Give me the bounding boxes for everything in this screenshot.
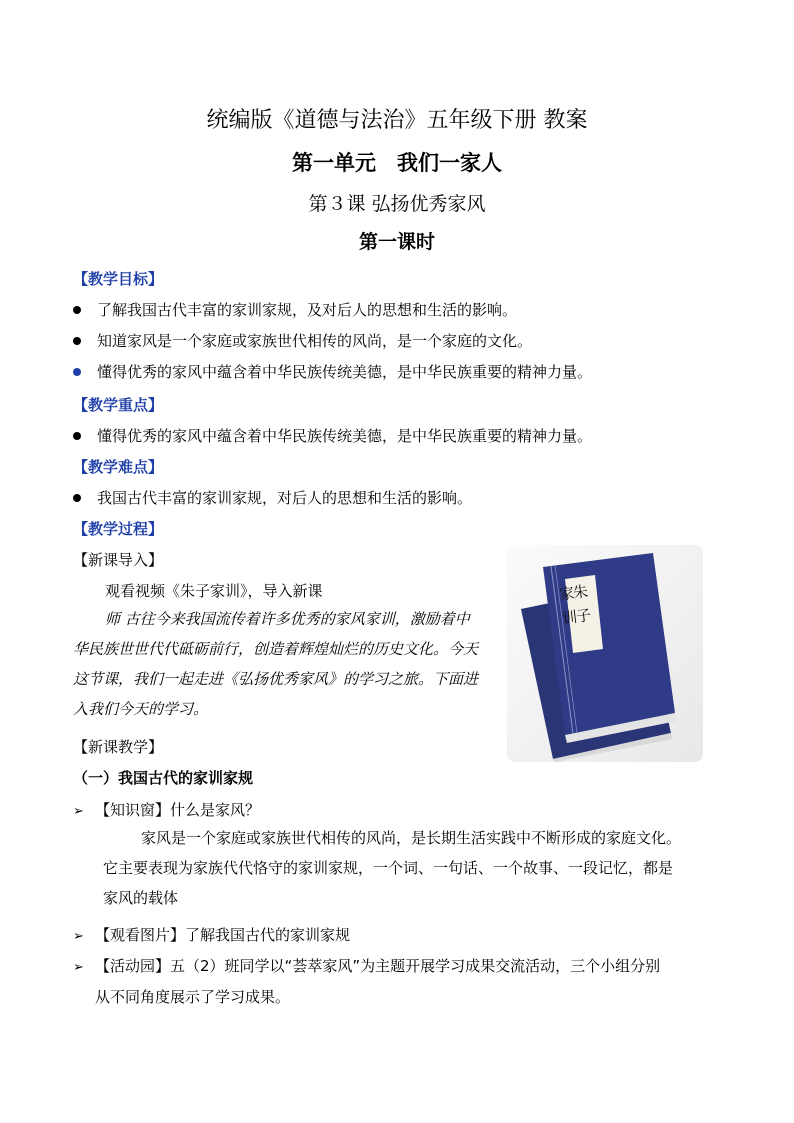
- knowledge-paragraph: 家风是一个家庭或家族世代相传的风尚，是长期生活实践中不断形成的家庭文化。 它主要表现为家族代代恪守的家训家规，一个词、一句话、一个故事、一段记忆，都是 家风的载体: [103, 829, 682, 907]
- arrow-bullet-icon: ➢: [73, 960, 84, 975]
- difficulty-item: 我国古代丰富的家训家规，对后人的思想和生活的影响。: [73, 487, 472, 508]
- knowledge-window-item: ➢ 【知识窗】什么是家风？: [73, 801, 261, 819]
- zhuzi-jiaxun-book-image: [507, 545, 703, 762]
- activity-line-2: 从不同角度展示了学习成果。: [95, 988, 291, 1006]
- process-heading: 【教学过程】: [73, 520, 164, 538]
- bullet-icon: [73, 306, 81, 314]
- arrow-bullet-icon: ➢: [73, 929, 84, 944]
- bullet-icon: [73, 432, 81, 440]
- book-cover-text: 朱子家训: [558, 582, 593, 628]
- period-title: 第一课时: [358, 231, 435, 253]
- lesson-title: 第３课 弘扬优秀家风: [308, 193, 486, 215]
- part-one-heading: （一）我国古代的家训家规: [73, 769, 254, 787]
- goal-item: 懂得优秀的家风中蕴含着中华民族传统美德，是中华民族重要的精神力量。: [73, 361, 592, 382]
- bullet-icon: [73, 337, 81, 345]
- intro-paragraph: 师 古往今来我国流传着许多优秀的家风家训，激励着中 华民族世世代代砥砺前行，创造着辉煌灿烂的历史文化。今天 这节课，我们一起走进《弘扬优秀家风》的学习之旅。下面进 入我们今天的学习。: [73, 610, 479, 718]
- difficulties-heading: 【教学难点】: [73, 458, 164, 476]
- unit-title: 第一单元 我们一家人: [292, 150, 502, 175]
- activity-item: ➢ 【活动园】五（2）班同学以“荟萃家风”为主题开展学习成果交流活动，三个小组分别: [73, 957, 661, 975]
- arrow-bullet-icon: ➢: [73, 804, 84, 819]
- intro-line: 观看视频《朱子家训》，导入新课: [105, 582, 323, 600]
- key-points-heading: 【教学重点】: [73, 396, 164, 414]
- new-lesson-heading: 【新课教学】: [73, 738, 164, 756]
- document-title: 统编版《道德与法治》五年级下册 教案: [206, 108, 588, 133]
- intro-heading: 【新课导入】: [73, 551, 164, 569]
- bullet-icon: [73, 494, 81, 502]
- goals-heading: 【教学目标】: [73, 270, 164, 288]
- goal-item: 知道家风是一个家庭或家族世代相传的风尚，是一个家庭的文化。: [73, 330, 532, 351]
- key-point-item: 懂得优秀的家风中蕴含着中华民族传统美德，是中华民族重要的精神力量。: [73, 425, 592, 446]
- watch-pictures-item: ➢ 【观看图片】了解我国古代的家训家规: [73, 926, 351, 944]
- goal-item: 了解我国古代丰富的家训家规，及对后人的思想和生活的影响。: [73, 299, 517, 320]
- bullet-icon: [73, 368, 81, 376]
